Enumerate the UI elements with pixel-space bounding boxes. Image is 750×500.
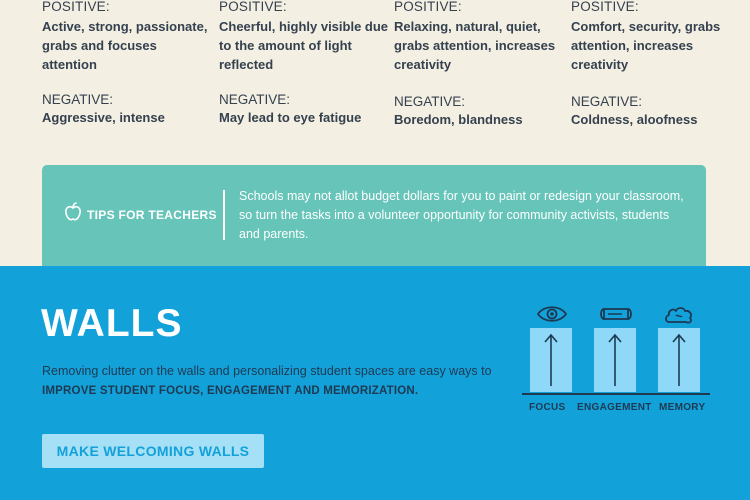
positive-label: POSITIVE: [42,0,110,14]
walls-description-highlight: IMPROVE STUDENT FOCUS, ENGAGEMENT AND MEMORIZATION. [42,385,419,397]
walls-title: WALLS [41,302,183,345]
graphic-baseline [522,393,710,395]
engagement-bar [594,328,636,392]
brain-icon [664,304,694,326]
focus-label: FOCUS [529,402,566,413]
memory-bar [658,328,700,392]
trait-column-blue [571,0,741,127]
positive-text: Comfort, security, grabs attention, increases creativity [571,19,721,72]
positive-label: POSITIVE: [571,0,639,14]
tips-divider [223,190,225,240]
positive-text: Cheerful, highly visible due to the amount of light reflected [219,19,389,72]
apple-icon [64,202,82,222]
positive-label: POSITIVE: [219,0,287,14]
negative-text: Boredom, blandness [394,112,523,127]
eye-icon [536,304,568,324]
focus-bar [530,328,572,392]
tips-text: Schools may not allot budget dollars for you to paint or redesign your classroom, so turn the tasks into a volunteer opportunity for community activists, students and parents. [239,189,684,241]
memory-label: MEMORY [659,402,706,413]
tips-for-teachers-box [42,165,706,266]
negative-label: NEGATIVE: [42,92,114,107]
negative-text: May lead to eye fatigue [219,110,362,125]
positive-label: POSITIVE: [394,0,462,14]
tips-heading: TIPS FOR TEACHERS [87,208,217,222]
engagement-label: ENGAGEMENT [577,402,652,413]
focus-engagement-memory-graphic [522,302,712,422]
negative-label: NEGATIVE: [571,94,643,109]
trait-column-green [394,0,564,127]
trait-column-yellow [219,0,389,125]
scroll-icon [598,306,632,324]
negative-text: Aggressive, intense [42,110,165,125]
negative-label: NEGATIVE: [394,94,466,109]
negative-label: NEGATIVE: [219,92,291,107]
negative-text: Coldness, aloofness [571,112,698,127]
walls-description [42,362,492,401]
positive-text: Relaxing, natural, quiet, grabs attention, increases creativity [394,19,556,72]
trait-column-red [42,0,212,125]
make-welcoming-walls-button[interactable]: MAKE WELCOMING WALLS [42,434,264,468]
positive-text: Active, strong, passionate, grabs and focuses attention [42,19,208,72]
walls-description-text: Removing clutter on the walls and personalizing student spaces are easy ways to [42,364,492,378]
